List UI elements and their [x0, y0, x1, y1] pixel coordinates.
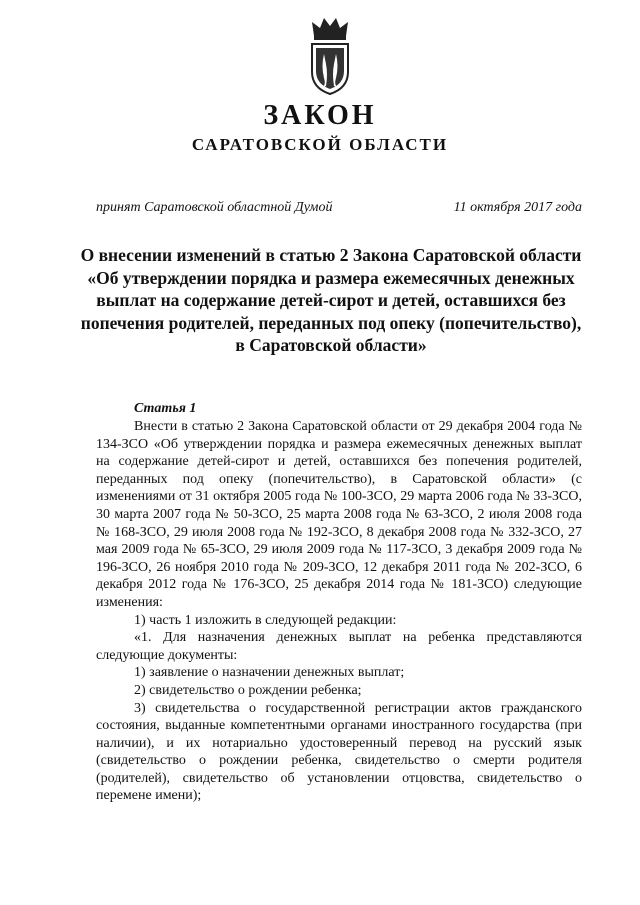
paragraph: Внести в статью 2 Закона Саратовской области от 29 декабря 2004 года № 134-ЗСО «Об утверждении порядка и размера ежемесячных денежных выплат на содержание детей-сирот и детей, оставшихся без попечения родителей, переданных под опеку (попечительство), в Саратовской области» (с изменениями от 31 октября 2005 года № 100-ЗСО, 29 марта 2006 года № 33-ЗСО, 30 марта 2007 года № 50-ЗСО, 25 марта 2008 года № 63-ЗСО, 2 июля 2008 года № 168-ЗСО, 29 июля 2008 года № 192-ЗСО, 8 декабря 2008 года № 332-ЗСО, 27 мая 2009 года № 65-ЗСО, 29 июля 2009 года № 117-ЗСО, 3 декабря 2009 года № 196-ЗСО, 26 ноября 2010 года № 209-ЗСО, 12 декабря 2011 года № 202-ЗСО, 6 декабря 2012 года № 176-ЗСО, 25 декабря 2014 года № 181-ЗСО) следующие изменения:	[96, 419, 582, 610]
paragraph: 3) свидетельства о государственной регистрации актов гражданского состояния, выданные компетентными органами иностранного государства (при наличии), и их нотариально удостоверенный перевод на русский язык (свидетельство о рождении ребенка, свидетельство о смерти родителя (родителей), свидетельство об установлении отцовства, свидетельство о перемене имени);	[96, 700, 582, 804]
law-heading: О внесении изменений в статью 2 Закона Саратовской области «Об утверждении порядка и размера ежемесячных денежных выплат на содержание детей-сирот и детей, оставшихся без попечения родителей, переданных под опеку (попечительство), в Саратовской области»	[80, 245, 582, 355]
coat-of-arms-icon	[304, 14, 356, 98]
paragraph: 1) часть 1 изложить в следующей редакции:	[134, 612, 397, 628]
region-name: САРАТОВСКОЙ ОБЛАСТИ	[191, 135, 449, 154]
paragraph: «1. Для назначения денежных выплат на ребенка представляются следующие документы:	[96, 630, 582, 663]
adoption-date: 11 октября 2017 года	[453, 200, 582, 215]
article-title: Статья 1	[134, 401, 197, 416]
adopted-by: принят Саратовской областной Думой	[96, 200, 333, 215]
law-title: ЗАКОН	[263, 100, 377, 131]
paragraph: 1) заявление о назначении денежных выплат;	[134, 665, 405, 681]
article-body	[96, 418, 582, 805]
paragraph: 2) свидетельство о рождении ребенка;	[134, 682, 362, 698]
